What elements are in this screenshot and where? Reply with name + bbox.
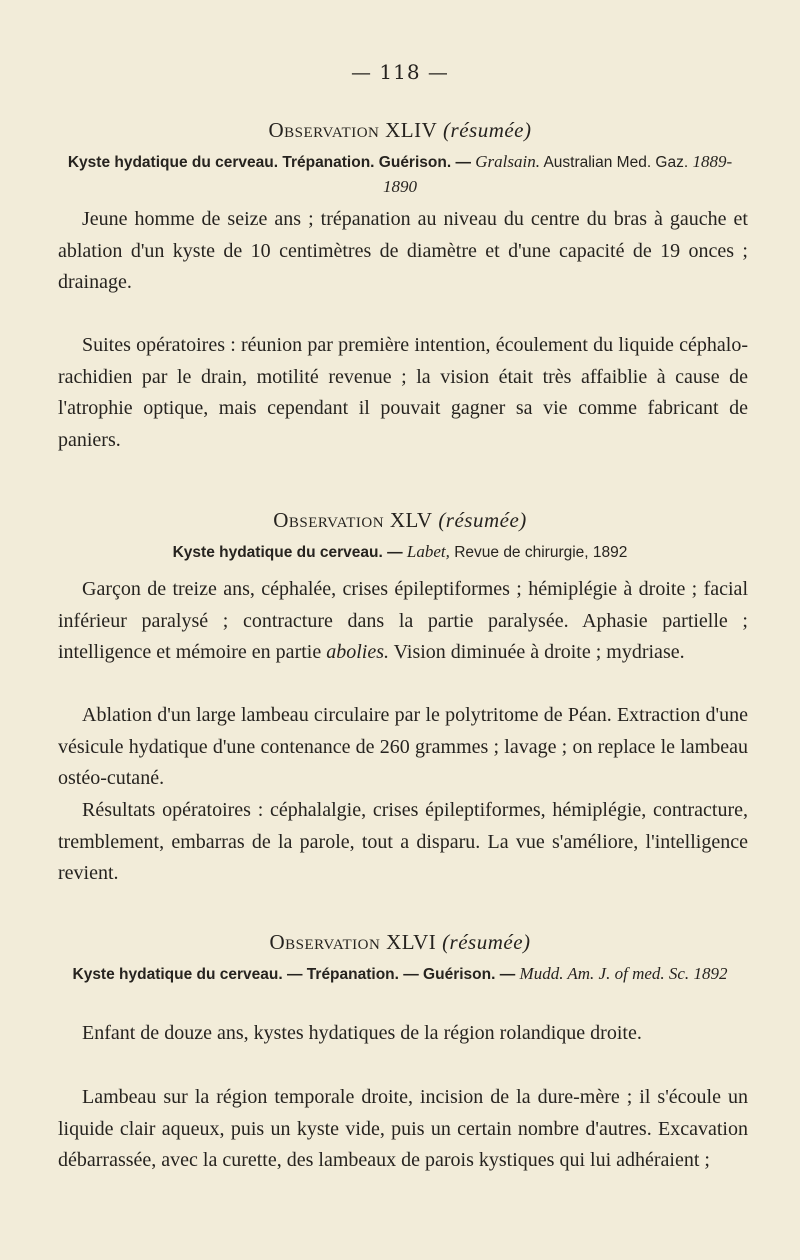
observation-46-paragraph-2: Lambeau sur la région temporale droite, incision de la dure-mère ; il s'écoule un liquide clair aqueux, puis un kyste vide, puis un certain nombre d'autres. Excavation débarrassée, avec la curette, des lambeaux de parois kystiques qui lui adhéraient ; bbox=[58, 1086, 748, 1171]
observation-46-reference bbox=[60, 962, 740, 987]
observation-44-paragraph-2: Suites opératoires : réunion par première intention, écoulement du liquide céphalo-rachidien par le drain, motilité revenue ; la vision était très affaiblie à cause de l'atrophie optique, mais cependant il pouvait gagner sa vie comme fabricant de paniers. bbox=[58, 334, 748, 451]
observation-45-heading bbox=[0, 508, 800, 533]
observation-44-note: (résumée) bbox=[443, 118, 532, 142]
observation-45-note: (résumée) bbox=[438, 508, 527, 532]
observation-45-text-italic: abolies. bbox=[326, 641, 389, 663]
observation-44-heading bbox=[0, 118, 800, 143]
observation-44-ref-years: 1889-1890 bbox=[383, 152, 733, 196]
observation-46-heading bbox=[0, 930, 800, 955]
page-number: — 118 — bbox=[351, 60, 449, 84]
observation-45-paragraph-3: Résultats opératoires : céphalalgie, crises épileptiformes, hémiplégie, contracture, tremblement, embarras de la parole, tout a disparu. La vue s'améliore, l'intelligence revient. bbox=[58, 799, 748, 884]
observation-46-ref-title: Kyste hydatique du cerveau. — Trépanation. — Guérison. — bbox=[72, 966, 516, 983]
observation-44-ref-source: Australian Med. Gaz. bbox=[543, 154, 689, 171]
observation-46-note: (résumée) bbox=[442, 930, 531, 954]
observation-46-paragraph-1: Enfant de douze ans, kystes hydatiques de la région rolandique droite. bbox=[82, 1022, 642, 1044]
observation-46-ref-author: Mudd. Am. J. of med. Sc. bbox=[519, 964, 690, 983]
observation-46-label: Observation XLVI bbox=[269, 930, 437, 954]
observation-45-paragraph-1 bbox=[58, 574, 748, 669]
observation-45-label: Observation XLV bbox=[273, 508, 433, 532]
observation-44-ref-author: Gralsain. bbox=[475, 152, 540, 171]
observation-45-ref-source: Revue de chirurgie, 1892 bbox=[454, 544, 628, 561]
observation-45-reference bbox=[60, 540, 740, 565]
observation-44-reference bbox=[60, 150, 740, 200]
observation-45-text-b: Vision diminuée à droite ; mydriase. bbox=[393, 641, 685, 663]
observation-44-label: Observation XLIV bbox=[268, 118, 438, 142]
observation-45-ref-author: Labet, bbox=[406, 542, 450, 561]
observation-44-ref-title: Kyste hydatique du cerveau. Trépanation. Guérison. — bbox=[67, 154, 471, 171]
observation-45-paragraph-2: Ablation d'un large lambeau circulaire par le polytritome de Péan. Extraction d'une vésicule hydatique d'une contenance de 260 grammes ; lavage ; on replace le lambeau ostéo-cutané. bbox=[58, 704, 748, 789]
observation-45-text-a: Garçon de treize ans, céphalée, crises épileptiformes ; hémiplégie à droite ; facial inférieur paralysé ; contracture dans la partie paralysée. Aphasie partielle ; intelligence et mémoire en partie bbox=[58, 578, 748, 663]
observation-44-paragraph-1: Jeune homme de seize ans ; trépanation au niveau du centre du bras à gauche et ablation d'un kyste de 10 centimètres de diamètre et d'une capacité de 19 onces ; drainage. bbox=[58, 208, 748, 293]
observation-46-ref-years: 1892 bbox=[693, 964, 728, 983]
observation-45-ref-title: Kyste hydatique du cerveau. — bbox=[172, 544, 403, 561]
